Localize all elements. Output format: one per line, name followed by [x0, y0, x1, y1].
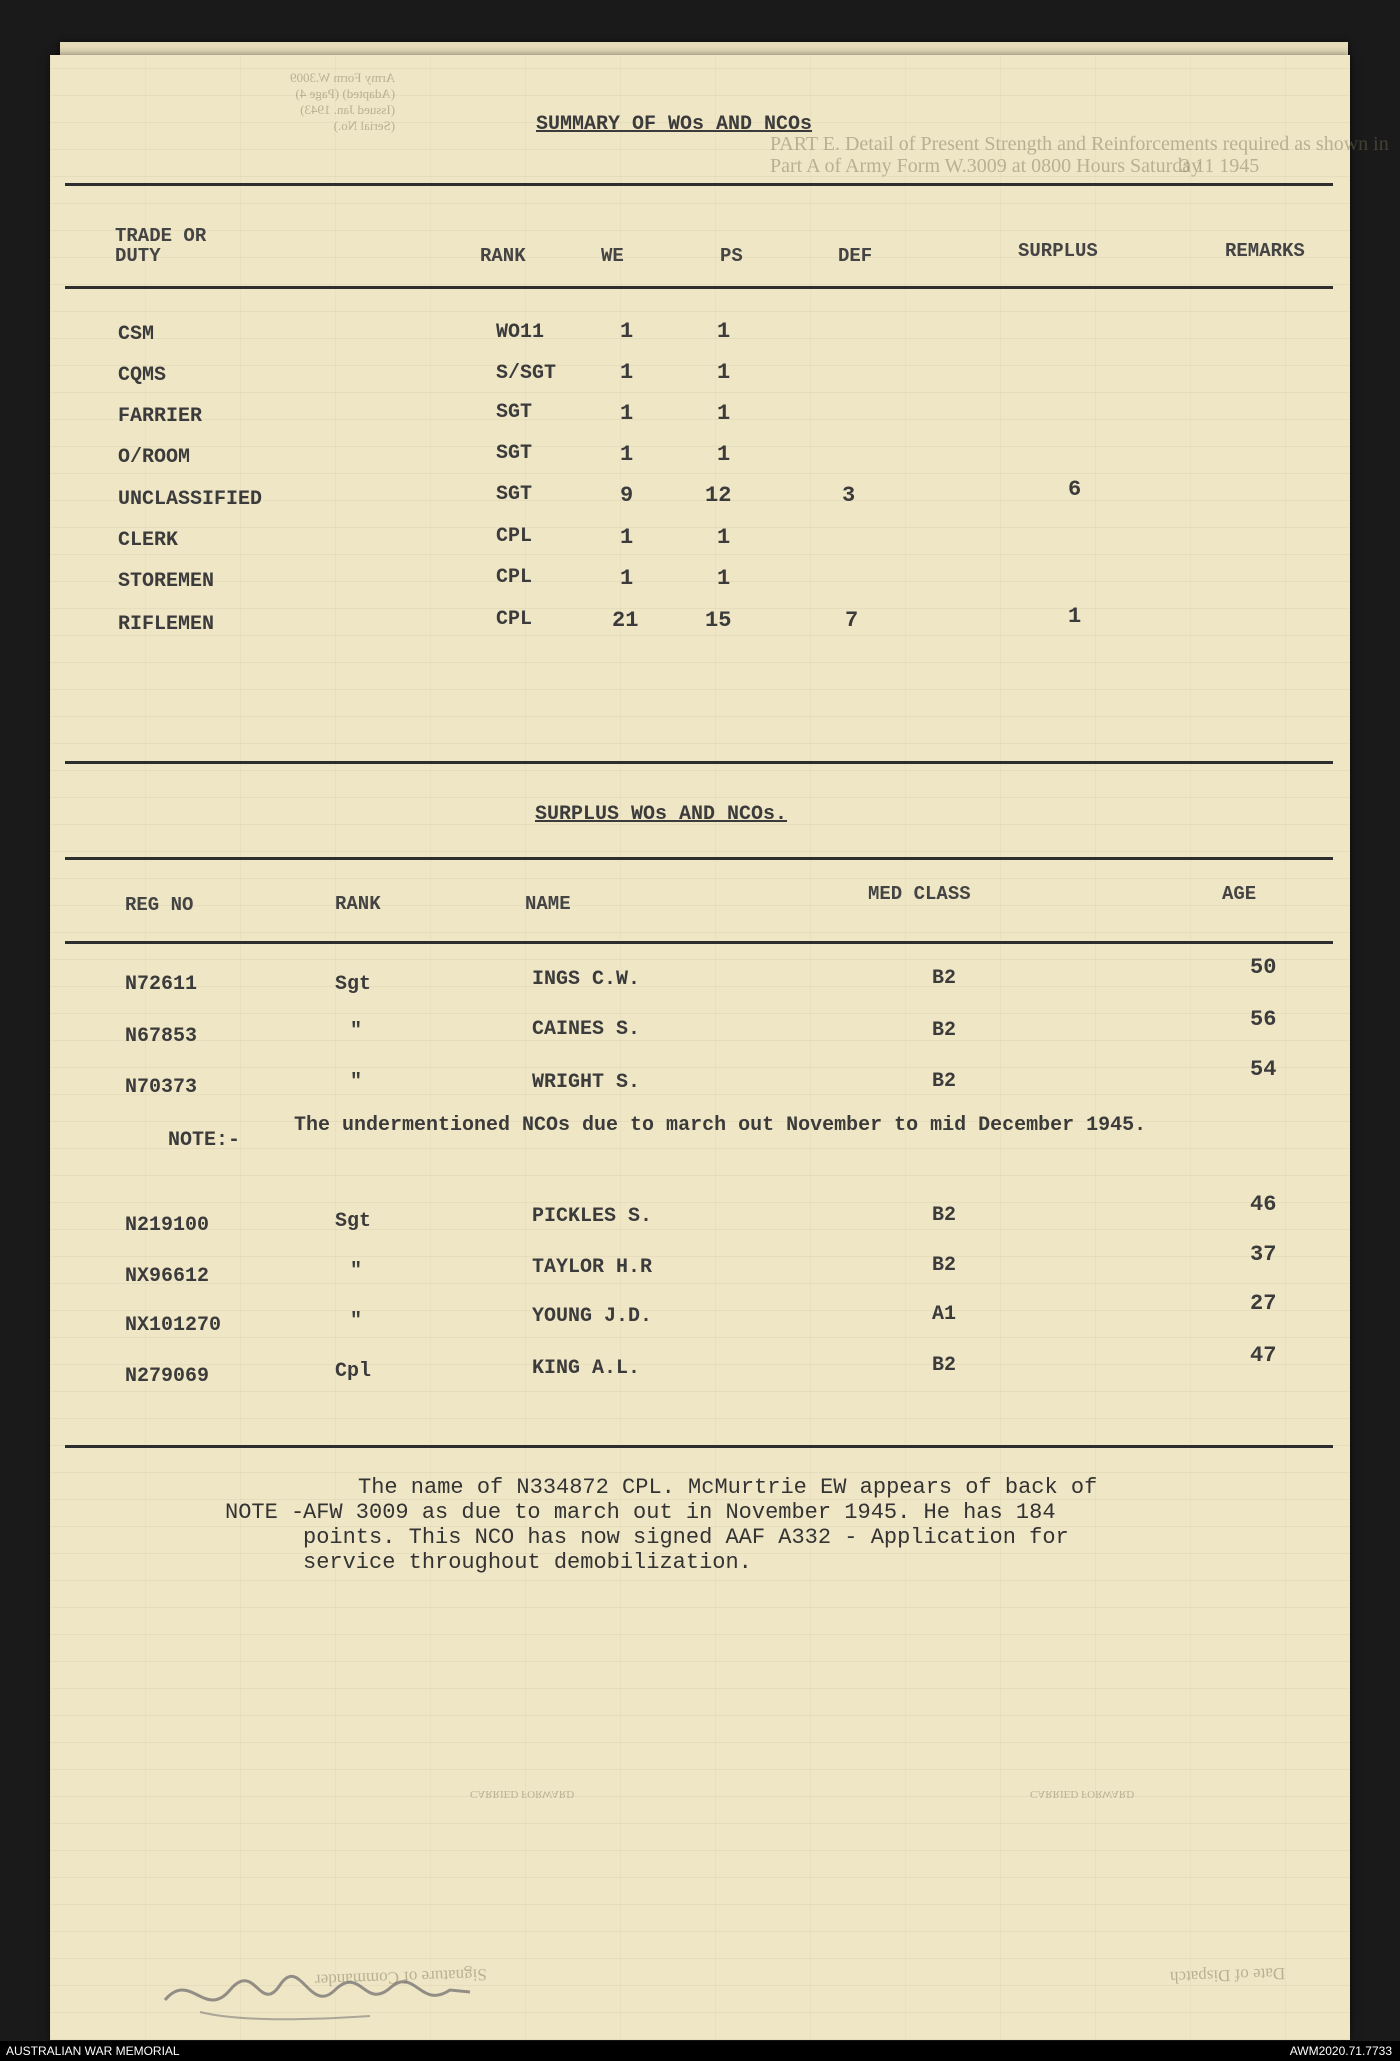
ps-cell: 15 [705, 608, 732, 633]
med-cell: B2 [932, 1019, 957, 1042]
ps-cell: 1 [717, 401, 731, 426]
header-rank: RANK [480, 245, 526, 267]
ghost-line: Army Form W.3009 [290, 70, 396, 85]
archive-footer [0, 2041, 1400, 2061]
form-reference [290, 70, 395, 134]
name-cell: INGS C.W. [532, 968, 641, 991]
header-rule [65, 286, 1333, 289]
footer-right: AWM2020.71.7733 [1289, 2044, 1392, 2058]
rank-cell: " [350, 1260, 363, 1283]
summary-bottom-rule [65, 761, 1333, 764]
ghost-line: (Serial No.) [333, 118, 396, 133]
we-cell: 9 [620, 483, 634, 508]
rank-cell: SGT [496, 442, 533, 465]
header-remarks: REMARKS [1225, 240, 1305, 262]
surplus-bottom-rule [65, 1445, 1333, 1448]
final-note-line: service throughout demobilization. [303, 1550, 752, 1575]
surplus-top-rule [65, 857, 1333, 860]
ps-cell: 1 [717, 442, 731, 467]
note-text: The undermentioned NCOs due to march out November to mid December 1945. [294, 1114, 1147, 1137]
reg-cell: N72611 [125, 973, 198, 996]
reg-cell: N70373 [125, 1076, 198, 1099]
ps-cell: 1 [717, 566, 731, 591]
rank-cell: " [350, 1310, 363, 1333]
we-cell: 21 [612, 608, 639, 633]
ps-cell: 12 [705, 483, 732, 508]
trade-cell: CQMS [118, 364, 167, 387]
name-cell: PICKLES S. [532, 1205, 653, 1228]
trade-cell: CSM [118, 323, 155, 346]
surplus-header-rule [65, 941, 1333, 944]
trade-cell: FARRIER [118, 405, 203, 428]
header-reg-no: REG NO [125, 894, 194, 916]
def-cell: 7 [845, 608, 859, 633]
signature-scribble [160, 1960, 480, 2030]
age-cell: 56 [1250, 1007, 1277, 1032]
header-we: WE [601, 245, 624, 267]
rank-cell: Cpl [335, 1360, 372, 1383]
med-cell: B2 [932, 1254, 957, 1277]
rank-cell: " [350, 1020, 363, 1043]
rank-cell: CPL [496, 566, 533, 589]
rank-cell: SGT [496, 483, 533, 506]
header-name: NAME [525, 893, 571, 915]
ps-cell: 1 [717, 319, 731, 344]
age-cell: 46 [1250, 1192, 1277, 1217]
rank-cell: S/SGT [496, 362, 557, 385]
med-cell: B2 [932, 1354, 957, 1377]
rank-cell: WO11 [496, 321, 545, 344]
part-e-line1: PART E. Detail of Present Strength and Reinforcements required as shown in [770, 133, 1389, 155]
surplus-cell: 6 [1068, 477, 1082, 502]
name-cell: YOUNG J.D. [532, 1305, 653, 1328]
rank-cell: SGT [496, 401, 533, 424]
final-note-line: AFW 3009 as due to march out in November 1945. He has 184 [303, 1500, 1056, 1525]
ghost-line: (Adapted) (Page 4) [295, 86, 396, 101]
surplus-title: SURPLUS WOs AND NCOs. [535, 803, 788, 826]
med-cell: B2 [932, 967, 957, 990]
dispatch-caption: Date of Dispatch [1169, 1963, 1286, 1988]
carried-forward-label: CARRIED FORWARD [470, 1788, 575, 1800]
final-note-label: NOTE - [225, 1500, 305, 1525]
page-title: SUMMARY OF WOs AND NCOs [536, 113, 813, 136]
age-cell: 50 [1250, 955, 1277, 980]
date-value: 3 11 1945 [1180, 155, 1260, 177]
we-cell: 1 [620, 525, 634, 550]
trade-cell: CLERK [118, 529, 179, 552]
final-note-body [303, 1475, 1098, 1575]
reg-cell: NX101270 [125, 1314, 222, 1337]
reg-cell: NX96612 [125, 1265, 210, 1288]
final-note-line: The name of N334872 CPL. McMurtrie EW appears of back of [358, 1475, 1098, 1500]
age-cell: 27 [1250, 1291, 1277, 1316]
ghost-line: (Issued Jan. 1943) [300, 102, 396, 117]
trade-cell: RIFLEMEN [118, 613, 215, 636]
med-cell: B2 [932, 1070, 957, 1093]
rank-cell: " [350, 1071, 363, 1094]
reg-cell: N219100 [125, 1214, 210, 1237]
rank-cell: CPL [496, 608, 533, 631]
header-age: AGE [1222, 883, 1257, 905]
trade-cell: UNCLASSIFIED [118, 488, 263, 511]
we-cell: 1 [620, 401, 634, 426]
name-cell: CAINES S. [532, 1018, 641, 1041]
we-cell: 1 [620, 442, 634, 467]
we-cell: 1 [620, 319, 634, 344]
signature-caption: Signature of Commander [314, 1965, 488, 1990]
reg-cell: N67853 [125, 1025, 198, 1048]
we-cell: 1 [620, 566, 634, 591]
name-cell: WRIGHT S. [532, 1071, 641, 1094]
surplus-cell: 1 [1068, 604, 1082, 629]
part-e-line2: Part A of Army Form W.3009 at 0800 Hours Saturday [770, 155, 1202, 177]
age-cell: 47 [1250, 1343, 1277, 1368]
we-cell: 1 [620, 360, 634, 385]
header-surplus: SURPLUS [1018, 240, 1098, 262]
ps-cell: 1 [717, 360, 731, 385]
top-rule [65, 183, 1333, 186]
header-med-class: MED CLASS [868, 883, 971, 905]
carried-forward-label: CARRIED FORWARD [1030, 1788, 1135, 1800]
document-sheet [50, 55, 1389, 2040]
trade-cell: O/ROOM [118, 446, 191, 469]
reg-cell: N279069 [125, 1365, 210, 1388]
note-label: NOTE:- [168, 1129, 241, 1152]
age-cell: 37 [1250, 1242, 1277, 1267]
trade-cell: STOREMEN [118, 570, 215, 593]
age-cell: 54 [1250, 1057, 1277, 1082]
rank-cell: Sgt [335, 1210, 372, 1233]
med-cell: A1 [932, 1303, 957, 1326]
rank-cell: Sgt [335, 973, 372, 996]
header-trade: TRADE OR DUTY [115, 225, 207, 267]
med-cell: B2 [932, 1204, 957, 1227]
def-cell: 3 [842, 483, 856, 508]
footer-left: AUSTRALIAN WAR MEMORIAL [6, 2044, 180, 2058]
name-cell: KING A.L. [532, 1357, 641, 1380]
ps-cell: 1 [717, 525, 731, 550]
header-surplus-rank: RANK [335, 893, 381, 915]
rank-cell: CPL [496, 525, 533, 548]
header-ps: PS [720, 245, 743, 267]
name-cell: TAYLOR H.R [532, 1256, 653, 1279]
header-def: DEF [838, 245, 873, 267]
final-note-line: points. This NCO has now signed AAF A332 - Application for [303, 1525, 1069, 1550]
